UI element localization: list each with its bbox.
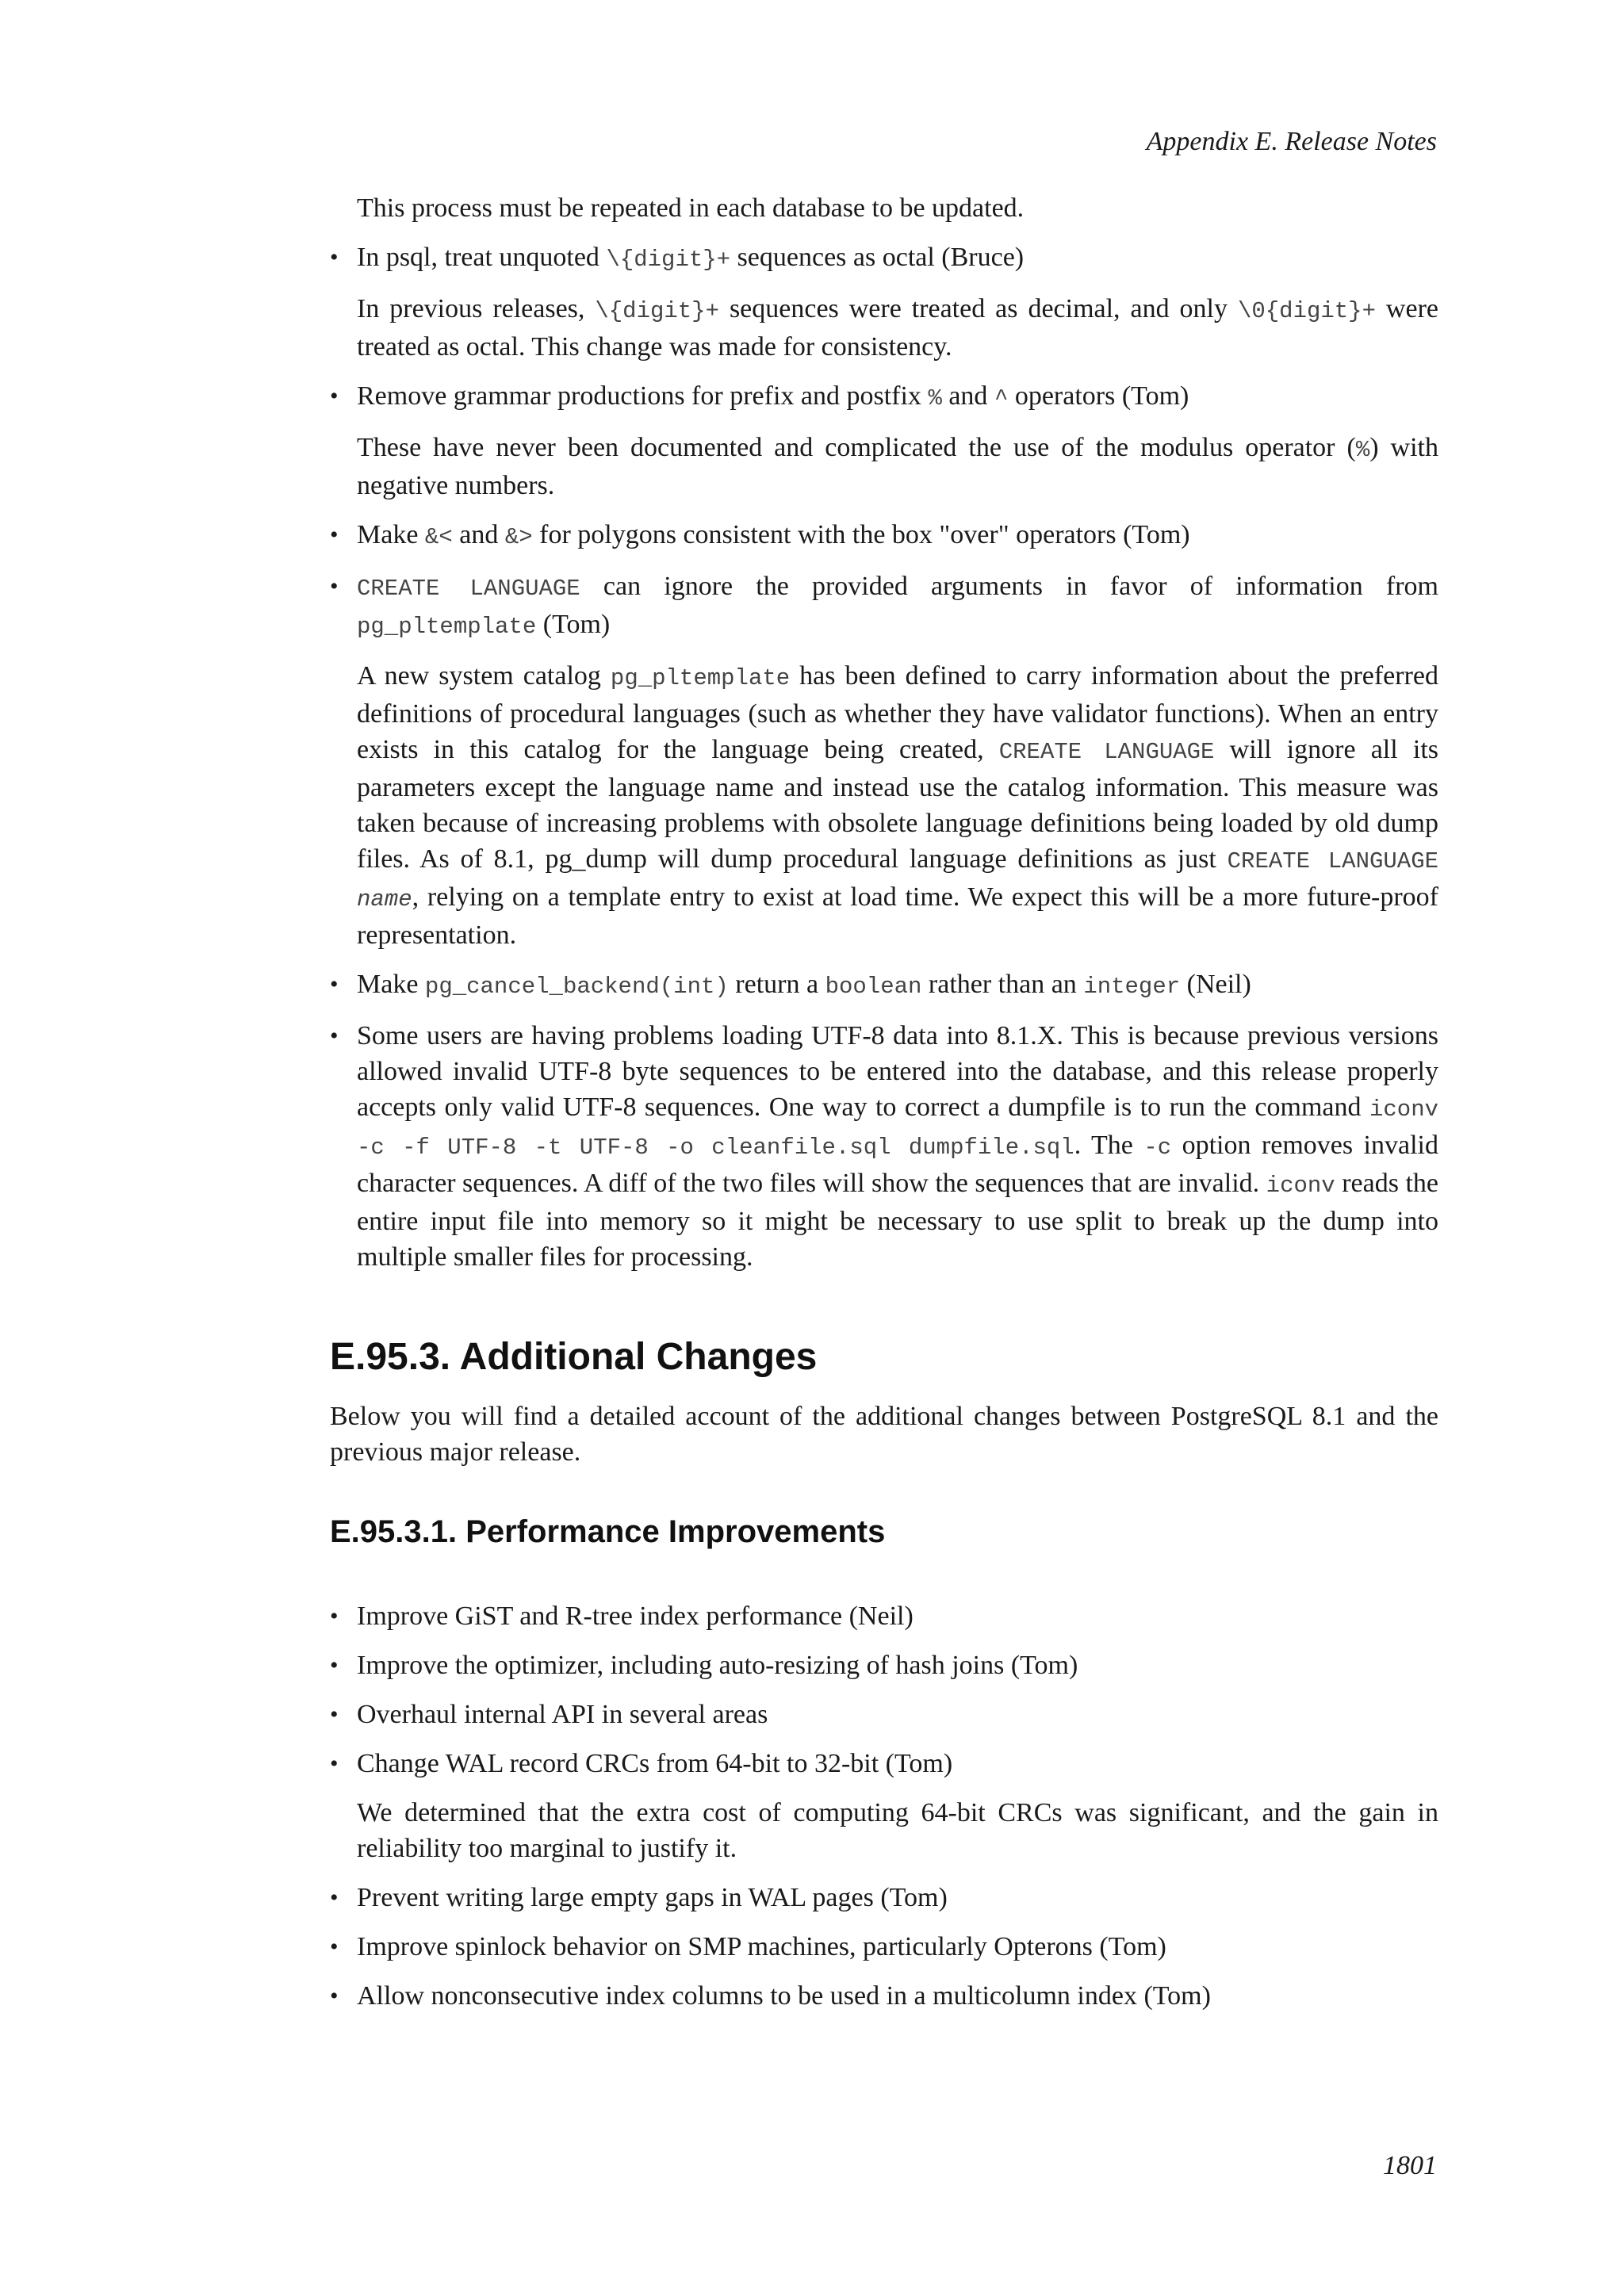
list-item bbox=[330, 1978, 1438, 2014]
text-run: rather than an bbox=[921, 970, 1084, 999]
text-run: operators (Tom) bbox=[1008, 381, 1189, 411]
item-summary: • Prevent writing large empty gaps in WAL pages (Tom) bbox=[357, 1883, 948, 1912]
performance-list bbox=[330, 1598, 1438, 2014]
subsection-heading: E.95.3.1. Performance Improvements bbox=[330, 1514, 886, 1549]
list-item bbox=[330, 1880, 1438, 1915]
text-run: and bbox=[452, 520, 505, 549]
code-run: CREATE LANGUAGE bbox=[1227, 848, 1439, 874]
item-detail: We determined that the extra cost of computing 64-bit CRCs was significant, and the gain in reliability too marginal to justify it. bbox=[357, 1798, 1438, 1863]
code-run: CREATE LANGUAGE bbox=[998, 739, 1215, 765]
text-run: and bbox=[941, 381, 994, 411]
text-run: In psql, treat unquoted bbox=[357, 243, 607, 272]
text-run: were treated as octal. This change was made for consistency. bbox=[357, 294, 1438, 362]
text-run: , relying on a template entry to exist at load time. We expect this will be a more future-proof representation. bbox=[357, 882, 1438, 950]
text-run: Make bbox=[357, 520, 425, 549]
text-run: will ignore all its parameters except the language name and instead use the catalog information. This measure was taken because of increasing problems with obsolete language definitions being loaded by old dump files. As of 8.1, pg_dump will dump procedural language definitions as just bbox=[357, 735, 1438, 874]
item-detail bbox=[357, 430, 1438, 503]
item-summary: • Allow nonconsecutive index columns to be used in a multicolumn index (Tom) bbox=[357, 1981, 1211, 2011]
item-summary bbox=[357, 1018, 1438, 1275]
text-run: Make bbox=[357, 970, 425, 999]
running-header: Appendix E. Release Notes bbox=[1146, 127, 1437, 156]
item-summary: • Improve spinlock behavior on SMP machines, particularly Opterons (Tom) bbox=[357, 1932, 1166, 1961]
text-run: These have never been documented and complicated the use of the modulus operator ( bbox=[357, 433, 1356, 462]
code-run: iconv bbox=[1266, 1173, 1335, 1199]
text-run: can ignore the provided arguments in favor of information from bbox=[580, 572, 1438, 601]
code-run: pg_pltemplate bbox=[357, 614, 537, 640]
text-run: (Neil) bbox=[1180, 970, 1251, 999]
text-run: sequences were treated as decimal, and only bbox=[719, 294, 1238, 323]
code-run: boolean bbox=[825, 974, 922, 1000]
item-summary: • Change WAL record CRCs from 64-bit to 32-bit (Tom) bbox=[357, 1749, 953, 1778]
text-run: has been defined to carry information about the preferred definitions of procedural languages (such as whether they have validator functions). When an entry exists in this catalog for the language being created, bbox=[357, 661, 1439, 764]
text-run: sequences as octal (Bruce) bbox=[730, 243, 1025, 272]
text-run: reads the entire input file into memory so it might be necessary to use split to break up the dump into multiple smaller files for processing. bbox=[357, 1169, 1438, 1272]
page-content bbox=[330, 190, 1438, 2014]
code-run: &< bbox=[424, 524, 453, 550]
item-summary bbox=[357, 568, 1438, 645]
list-item-grammar bbox=[330, 378, 1438, 503]
list-item bbox=[330, 1647, 1438, 1683]
item-detail bbox=[357, 291, 1438, 365]
code-run: ^ bbox=[994, 385, 1009, 411]
text-run: (Tom) bbox=[536, 610, 611, 639]
code-run: -c bbox=[1143, 1135, 1172, 1161]
section-body: Below you will find a detailed account of the additional changes between PostgreSQL 8.1 and the previous major release. bbox=[330, 1402, 1438, 1467]
release-note-list bbox=[330, 239, 1438, 1275]
list-item-psql-octal bbox=[330, 239, 1438, 365]
text-run: option removes invalid character sequences. A diff of the two files will show the sequences that are invalid. bbox=[357, 1131, 1438, 1198]
text-run: A new system catalog bbox=[357, 661, 611, 691]
page-number: 1801 bbox=[1383, 2151, 1437, 2180]
item-summary: • Improve the optimizer, including auto-resizing of hash joins (Tom) bbox=[357, 1651, 1078, 1680]
item-detail bbox=[357, 658, 1438, 953]
list-item-polygons bbox=[330, 517, 1438, 555]
code-run: \{digit}+ bbox=[606, 247, 731, 273]
item-summary bbox=[357, 239, 1438, 277]
list-item-cancel-backend bbox=[330, 966, 1438, 1004]
item-summary bbox=[357, 966, 1438, 1004]
list-item bbox=[330, 1697, 1438, 1732]
code-run: \{digit}+ bbox=[595, 298, 719, 324]
item-summary: • Improve GiST and R-tree index performance (Neil) bbox=[357, 1601, 914, 1631]
text-run: Some users are having problems loading UTF-8 data into 8.1.X. This is because previous versions allowed invalid UTF-8 byte sequences to be entered into the database, and this release properly accepts only valid UTF-8 sequences. One way to correct a dumpfile is to run the command bbox=[357, 1021, 1438, 1122]
list-item-utf8 bbox=[330, 1018, 1438, 1275]
text-run: . The bbox=[1074, 1131, 1144, 1160]
item-summary bbox=[357, 517, 1438, 555]
code-run: pg_cancel_backend(int) bbox=[424, 974, 729, 1000]
code-run: iconv -c -f UTF-8 -t UTF-8 -o cleanfile.sql dumpfile.sql bbox=[357, 1096, 1438, 1161]
code-run: % bbox=[1355, 437, 1370, 463]
text-run: return a bbox=[728, 970, 825, 999]
text-run: In previous releases, bbox=[357, 294, 596, 323]
text-run: ) with negative numbers. bbox=[357, 433, 1438, 500]
text-run: for polygons consistent with the box "over" operators (Tom) bbox=[532, 520, 1190, 549]
code-run: % bbox=[928, 385, 942, 411]
code-run-italic: name bbox=[357, 886, 412, 913]
text-run: Remove grammar productions for prefix and postfix bbox=[357, 381, 929, 411]
code-run: \0{digit}+ bbox=[1237, 298, 1376, 324]
item-summary bbox=[357, 378, 1438, 416]
code-run: pg_pltemplate bbox=[610, 665, 791, 691]
code-run: &> bbox=[504, 524, 533, 550]
intro-paragraph: This process must be repeated in each database to be updated. bbox=[357, 193, 1025, 223]
code-run: CREATE LANGUAGE bbox=[357, 576, 580, 602]
list-item bbox=[330, 1746, 1438, 1866]
code-run: integer bbox=[1083, 974, 1181, 1000]
list-item bbox=[330, 1929, 1438, 1965]
list-item-create-language bbox=[330, 568, 1438, 953]
list-item bbox=[330, 1598, 1438, 1634]
item-summary: • Overhaul internal API in several areas bbox=[357, 1700, 768, 1729]
section-heading: E.95.3. Additional Changes bbox=[330, 1336, 818, 1378]
